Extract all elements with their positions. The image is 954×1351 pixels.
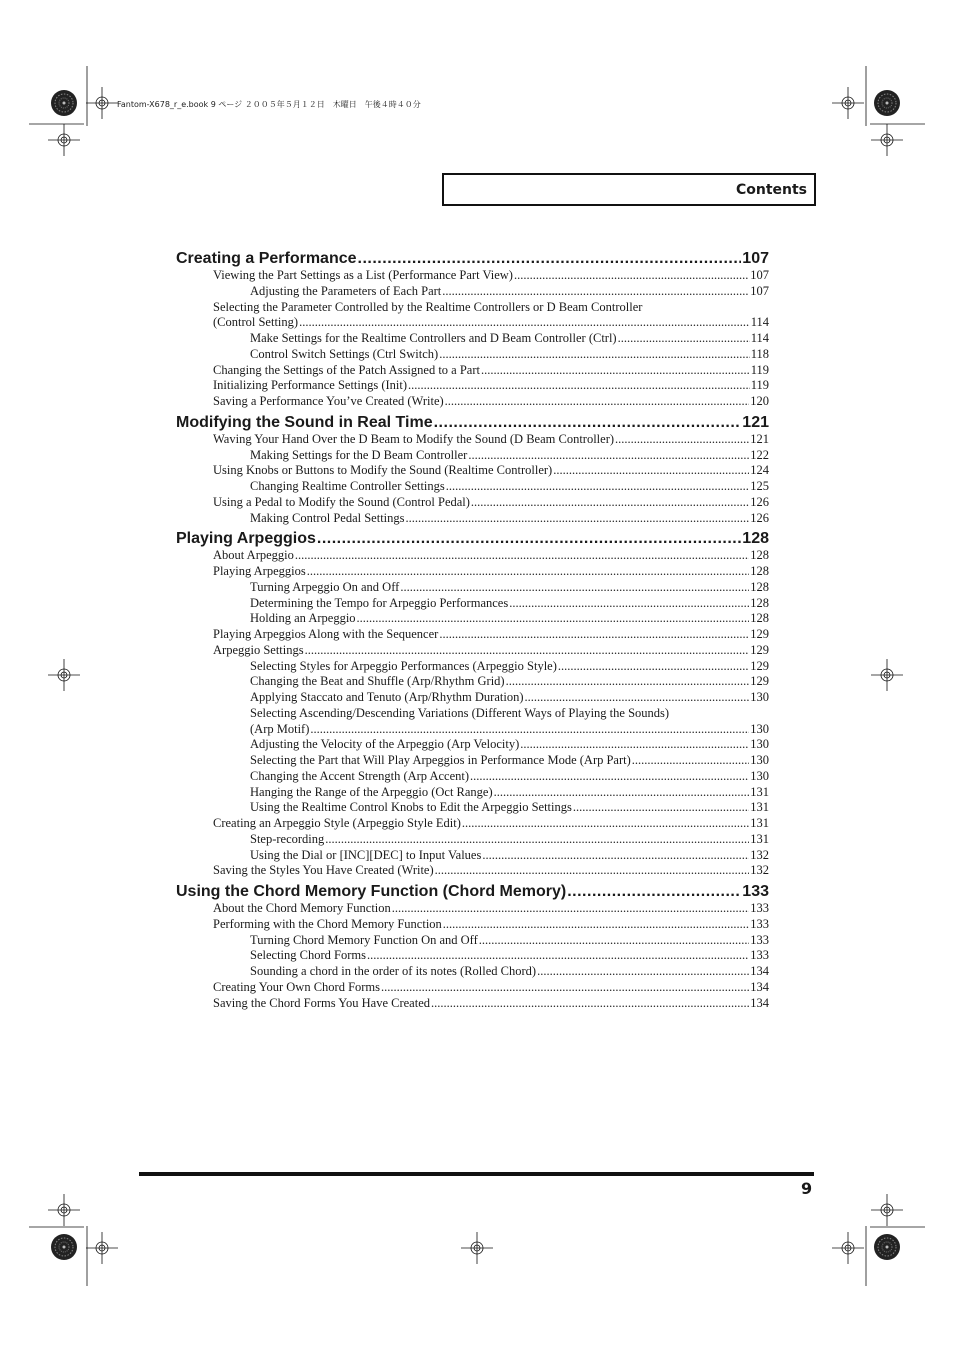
leader-dots bbox=[471, 495, 749, 511]
toc-entry[interactable] bbox=[176, 785, 769, 801]
entry-page-number: 121 bbox=[750, 431, 769, 446]
toc-entry[interactable] bbox=[176, 753, 769, 769]
crosshair-mark-icon bbox=[48, 1194, 80, 1226]
toc-entry[interactable] bbox=[176, 980, 769, 996]
leader-dots bbox=[468, 448, 749, 464]
entry-title: Performing with the Chord Memory Function bbox=[213, 916, 442, 931]
entry-page-number: 134 bbox=[750, 995, 769, 1010]
entry-title: Selecting the Part that Will Play Arpeggios in Performance Mode (Arp Part) bbox=[250, 753, 631, 767]
leader-dots bbox=[442, 284, 749, 300]
contents-header-box bbox=[442, 173, 816, 206]
toc-entry[interactable] bbox=[176, 901, 769, 917]
entry-page-number: 132 bbox=[750, 863, 769, 878]
entry-page-number: 133 bbox=[750, 932, 769, 947]
toc-entry[interactable] bbox=[176, 800, 769, 816]
leader-dots bbox=[435, 863, 750, 879]
entry-page-number: 134 bbox=[750, 964, 769, 978]
leader-dots bbox=[317, 530, 741, 548]
entry-page-number: 114 bbox=[750, 331, 769, 345]
leader-dots bbox=[537, 964, 749, 980]
toc-entry[interactable] bbox=[176, 378, 769, 394]
entry-title-continued-line bbox=[250, 722, 769, 738]
leader-dots bbox=[558, 659, 749, 675]
section-title: Creating a Performance bbox=[176, 250, 357, 267]
leader-dots bbox=[615, 432, 749, 448]
toc-entry[interactable] bbox=[176, 933, 769, 949]
leader-dots bbox=[400, 580, 749, 596]
leader-dots bbox=[307, 564, 750, 580]
section-page-number: 128 bbox=[742, 530, 769, 548]
toc-entry[interactable] bbox=[176, 627, 769, 643]
entry-page-number: 124 bbox=[750, 463, 769, 478]
leader-dots bbox=[567, 883, 741, 901]
entry-title: Hanging the Range of the Arpeggio (Oct Range) bbox=[250, 784, 493, 799]
entry-title: Arpeggio Settings bbox=[213, 642, 304, 657]
registration-wheel-icon bbox=[874, 90, 900, 116]
entry-title: Turning Chord Memory Function On and Off bbox=[250, 932, 478, 947]
entry-page-number: 129 bbox=[750, 642, 769, 657]
entry-title: Applying Staccato and Tenuto (Arp/Rhythm Duration) bbox=[250, 690, 524, 704]
entry-title: Make Settings for the Realtime Controllers and D Beam Controller (Ctrl) bbox=[250, 331, 617, 345]
toc-entry[interactable] bbox=[176, 432, 769, 448]
toc-entry[interactable] bbox=[176, 548, 769, 564]
entry-title-continued-line bbox=[213, 315, 769, 331]
leader-dots bbox=[408, 378, 750, 394]
crosshair-mark-icon bbox=[871, 659, 903, 691]
leader-dots bbox=[406, 511, 750, 527]
entry-title: Saving a Performance You’ve Created (Write) bbox=[213, 394, 444, 408]
leader-dots bbox=[357, 611, 750, 627]
entry-title: Control Switch Settings (Ctrl Switch) bbox=[250, 346, 439, 361]
page-number: 9 bbox=[801, 1179, 813, 1198]
toc-entry[interactable] bbox=[176, 848, 769, 864]
toc-section-heading[interactable] bbox=[176, 414, 769, 432]
leader-dots bbox=[514, 268, 749, 284]
entry-title: Determining the Tempo for Arpeggio Performances bbox=[250, 595, 509, 610]
leader-dots bbox=[632, 753, 749, 769]
leader-dots bbox=[443, 917, 749, 933]
toc-entry[interactable] bbox=[176, 479, 769, 495]
section-label: Contents bbox=[735, 182, 807, 198]
entry-page-number: 130 bbox=[750, 753, 769, 767]
entry-page-number: 129 bbox=[750, 658, 769, 673]
toc-entry[interactable] bbox=[176, 347, 769, 363]
toc-entry[interactable] bbox=[176, 964, 769, 980]
entry-title: Using the Realtime Control Knobs to Edit the Arpeggio Settings bbox=[250, 800, 572, 815]
entry-title: Adjusting the Velocity of the Arpeggio (Arp Velocity) bbox=[250, 737, 520, 752]
crosshair-mark-icon bbox=[871, 1194, 903, 1226]
leader-dots bbox=[392, 901, 749, 917]
section-title: Playing Arpeggios bbox=[176, 530, 316, 548]
toc-entry[interactable] bbox=[176, 996, 769, 1012]
toc-entry[interactable] bbox=[176, 363, 769, 379]
entry-title: Initializing Performance Settings (Init) bbox=[213, 378, 408, 393]
entry-title: Waving Your Hand Over the D Beam to Modify the Sound (D Beam Controller) bbox=[213, 431, 615, 446]
entry-title: Viewing the Part Settings as a List (Performance Part View) bbox=[213, 268, 513, 282]
leader-dots bbox=[470, 769, 749, 785]
entry-page-number: 130 bbox=[750, 737, 769, 752]
toc-entry[interactable] bbox=[176, 690, 769, 706]
entry-page-number: 107 bbox=[750, 283, 769, 298]
entry-page-number: 133 bbox=[750, 901, 769, 915]
entry-page-number: 118 bbox=[750, 346, 769, 361]
toc-entry[interactable] bbox=[176, 331, 769, 347]
leader-dots bbox=[553, 463, 749, 479]
leader-dots bbox=[445, 394, 750, 410]
leader-dots bbox=[367, 948, 749, 964]
entry-page-number: 125 bbox=[750, 479, 769, 493]
toc-entry[interactable] bbox=[176, 511, 769, 527]
entry-page-number: 129 bbox=[750, 627, 769, 641]
entry-title: Saving the Chord Forms You Have Created bbox=[213, 995, 430, 1010]
leader-dots bbox=[305, 643, 750, 659]
toc-entry[interactable] bbox=[176, 659, 769, 675]
entry-title: Changing the Beat and Shuffle (Arp/Rhythm Grid) bbox=[250, 674, 505, 689]
entry-page-number: 131 bbox=[750, 800, 769, 815]
entry-page-number: 114 bbox=[750, 315, 769, 330]
leader-dots bbox=[506, 674, 750, 690]
entry-page-number: 131 bbox=[750, 784, 769, 799]
toc-entry[interactable] bbox=[176, 463, 769, 479]
entry-page-number: 128 bbox=[750, 564, 769, 578]
leader-dots bbox=[434, 414, 742, 432]
table-of-contents bbox=[176, 250, 769, 1011]
entry-title-continued: (Arp Motif) bbox=[250, 721, 310, 736]
entry-page-number: 122 bbox=[750, 447, 769, 462]
toc-entry[interactable] bbox=[176, 268, 769, 284]
crosshair-mark-icon bbox=[832, 1232, 864, 1264]
leader-dots bbox=[295, 548, 749, 564]
toc-section-heading[interactable] bbox=[176, 250, 769, 268]
section-title: Using the Chord Memory Function (Chord Memory) bbox=[176, 883, 567, 900]
leader-dots bbox=[446, 479, 749, 495]
entry-page-number: 131 bbox=[750, 831, 769, 846]
leader-dots bbox=[573, 800, 749, 816]
entry-title: Holding an Arpeggio bbox=[250, 611, 356, 626]
leader-dots bbox=[439, 347, 750, 363]
entry-title: Selecting the Parameter Controlled by the Realtime Controllers or D Beam Controller bbox=[213, 299, 643, 314]
entry-page-number: 126 bbox=[750, 510, 769, 525]
crosshair-mark-icon bbox=[871, 124, 903, 156]
toc-entry[interactable] bbox=[176, 394, 769, 410]
entry-page-number: 107 bbox=[750, 268, 769, 282]
entry-page-number: 128 bbox=[750, 548, 769, 563]
crosshair-mark-icon bbox=[86, 87, 118, 119]
entry-page-number: 130 bbox=[750, 721, 769, 736]
toc-entry[interactable] bbox=[176, 284, 769, 300]
registration-wheel-icon bbox=[874, 1234, 900, 1260]
toc-entry[interactable] bbox=[176, 948, 769, 964]
toc-entry[interactable] bbox=[176, 596, 769, 612]
entry-page-number: 119 bbox=[750, 378, 769, 393]
leader-dots bbox=[494, 785, 750, 801]
toc-entry[interactable] bbox=[176, 580, 769, 596]
leader-dots bbox=[431, 996, 749, 1012]
crosshair-mark-icon bbox=[86, 1232, 118, 1264]
registration-wheel-icon bbox=[51, 1234, 77, 1260]
registration-wheel-icon bbox=[51, 90, 77, 116]
toc-entry[interactable] bbox=[176, 917, 769, 933]
toc-entry[interactable] bbox=[176, 737, 769, 753]
toc-entry[interactable] bbox=[176, 564, 769, 580]
toc-section-heading[interactable] bbox=[176, 883, 769, 901]
entry-title: Selecting Ascending/Descending Variations (Different Ways of Playing the Sounds) bbox=[250, 705, 670, 720]
leader-dots bbox=[525, 690, 750, 706]
entry-title: About the Chord Memory Function bbox=[213, 901, 391, 915]
toc-entry[interactable] bbox=[176, 611, 769, 627]
toc-entry[interactable] bbox=[176, 300, 769, 332]
toc-entry[interactable] bbox=[176, 769, 769, 785]
leader-dots bbox=[358, 250, 742, 268]
leader-dots bbox=[462, 816, 749, 832]
entry-title: Creating an Arpeggio Style (Arpeggio Style Edit) bbox=[213, 816, 461, 830]
entry-title: Turning Arpeggio On and Off bbox=[250, 579, 400, 594]
toc-entry[interactable] bbox=[176, 448, 769, 464]
entry-page-number: 133 bbox=[750, 916, 769, 931]
entry-title: Making Settings for the D Beam Controller bbox=[250, 447, 468, 462]
entry-page-number: 129 bbox=[750, 674, 769, 689]
entry-title: Using a Pedal to Modify the Sound (Control Pedal) bbox=[213, 494, 470, 509]
toc-entry[interactable] bbox=[176, 816, 769, 832]
leader-dots bbox=[509, 596, 749, 612]
toc-entry[interactable] bbox=[176, 643, 769, 659]
leader-dots bbox=[439, 627, 749, 643]
section-page-number: 133 bbox=[742, 883, 769, 900]
print-slug: Fantom-X678_r_e.book 9 ページ ２００５年５月１２日 木曜日 午後４時４０分 bbox=[117, 100, 421, 109]
entry-title: Changing Realtime Controller Settings bbox=[250, 479, 445, 493]
leader-dots bbox=[520, 737, 749, 753]
section-title: Modifying the Sound in Real Time bbox=[176, 413, 433, 431]
leader-dots bbox=[325, 832, 749, 848]
entry-page-number: 128 bbox=[750, 611, 769, 626]
leader-dots bbox=[310, 722, 749, 738]
crosshair-mark-icon bbox=[461, 1232, 493, 1264]
toc-entry[interactable] bbox=[176, 706, 769, 738]
entry-title: Adjusting the Parameters of Each Part bbox=[250, 283, 442, 298]
entry-title: Changing the Accent Strength (Arp Accent) bbox=[250, 768, 470, 783]
entry-title: Step-recording bbox=[250, 831, 325, 846]
footer-rule bbox=[139, 1172, 814, 1176]
entry-title: Creating Your Own Chord Forms bbox=[213, 979, 381, 994]
entry-page-number: 120 bbox=[750, 394, 769, 408]
entry-title: Playing Arpeggios bbox=[213, 564, 306, 578]
entry-page-number: 134 bbox=[750, 979, 769, 994]
toc-section-heading[interactable] bbox=[176, 530, 769, 548]
leader-dots bbox=[299, 315, 750, 331]
entry-title: Selecting Chord Forms bbox=[250, 948, 366, 963]
toc-entry[interactable] bbox=[176, 674, 769, 690]
entry-page-number: 130 bbox=[750, 768, 769, 783]
entry-title: Selecting Styles for Arpeggio Performances (Arpeggio Style) bbox=[250, 658, 557, 673]
entry-title: Sounding a chord in the order of its notes (Rolled Chord) bbox=[250, 964, 537, 978]
entry-page-number: 133 bbox=[750, 948, 769, 963]
toc-entry[interactable] bbox=[176, 863, 769, 879]
entry-page-number: 131 bbox=[750, 816, 769, 830]
leader-dots bbox=[618, 331, 750, 347]
entry-title: Changing the Settings of the Patch Assigned to a Part bbox=[213, 362, 480, 377]
toc-entry[interactable] bbox=[176, 832, 769, 848]
crosshair-mark-icon bbox=[48, 659, 80, 691]
leader-dots bbox=[481, 363, 750, 379]
leader-dots bbox=[482, 848, 749, 864]
entry-title: Making Control Pedal Settings bbox=[250, 510, 405, 525]
entry-title: Using Knobs or Buttons to Modify the Sound (Realtime Controller) bbox=[213, 463, 553, 478]
entry-title: Playing Arpeggios Along with the Sequencer bbox=[213, 627, 439, 641]
entry-title: Using the Dial or [INC][DEC] to Input Values bbox=[250, 847, 482, 862]
leader-dots bbox=[381, 980, 749, 996]
crosshair-mark-icon bbox=[48, 124, 80, 156]
crosshair-mark-icon bbox=[832, 87, 864, 119]
entry-title: About Arpeggio bbox=[213, 548, 294, 563]
toc-entry[interactable] bbox=[176, 495, 769, 511]
leader-dots bbox=[479, 933, 749, 949]
entry-page-number: 128 bbox=[750, 579, 769, 594]
section-page-number: 121 bbox=[742, 413, 769, 431]
entry-page-number: 128 bbox=[750, 595, 769, 610]
entry-page-number: 130 bbox=[750, 690, 769, 704]
section-page-number: 107 bbox=[742, 250, 769, 267]
entry-page-number: 132 bbox=[750, 847, 769, 862]
entry-title-continued: (Control Setting) bbox=[213, 315, 299, 330]
entry-page-number: 119 bbox=[750, 362, 769, 377]
entry-title: Saving the Styles You Have Created (Write) bbox=[213, 863, 434, 878]
entry-page-number: 126 bbox=[750, 494, 769, 509]
